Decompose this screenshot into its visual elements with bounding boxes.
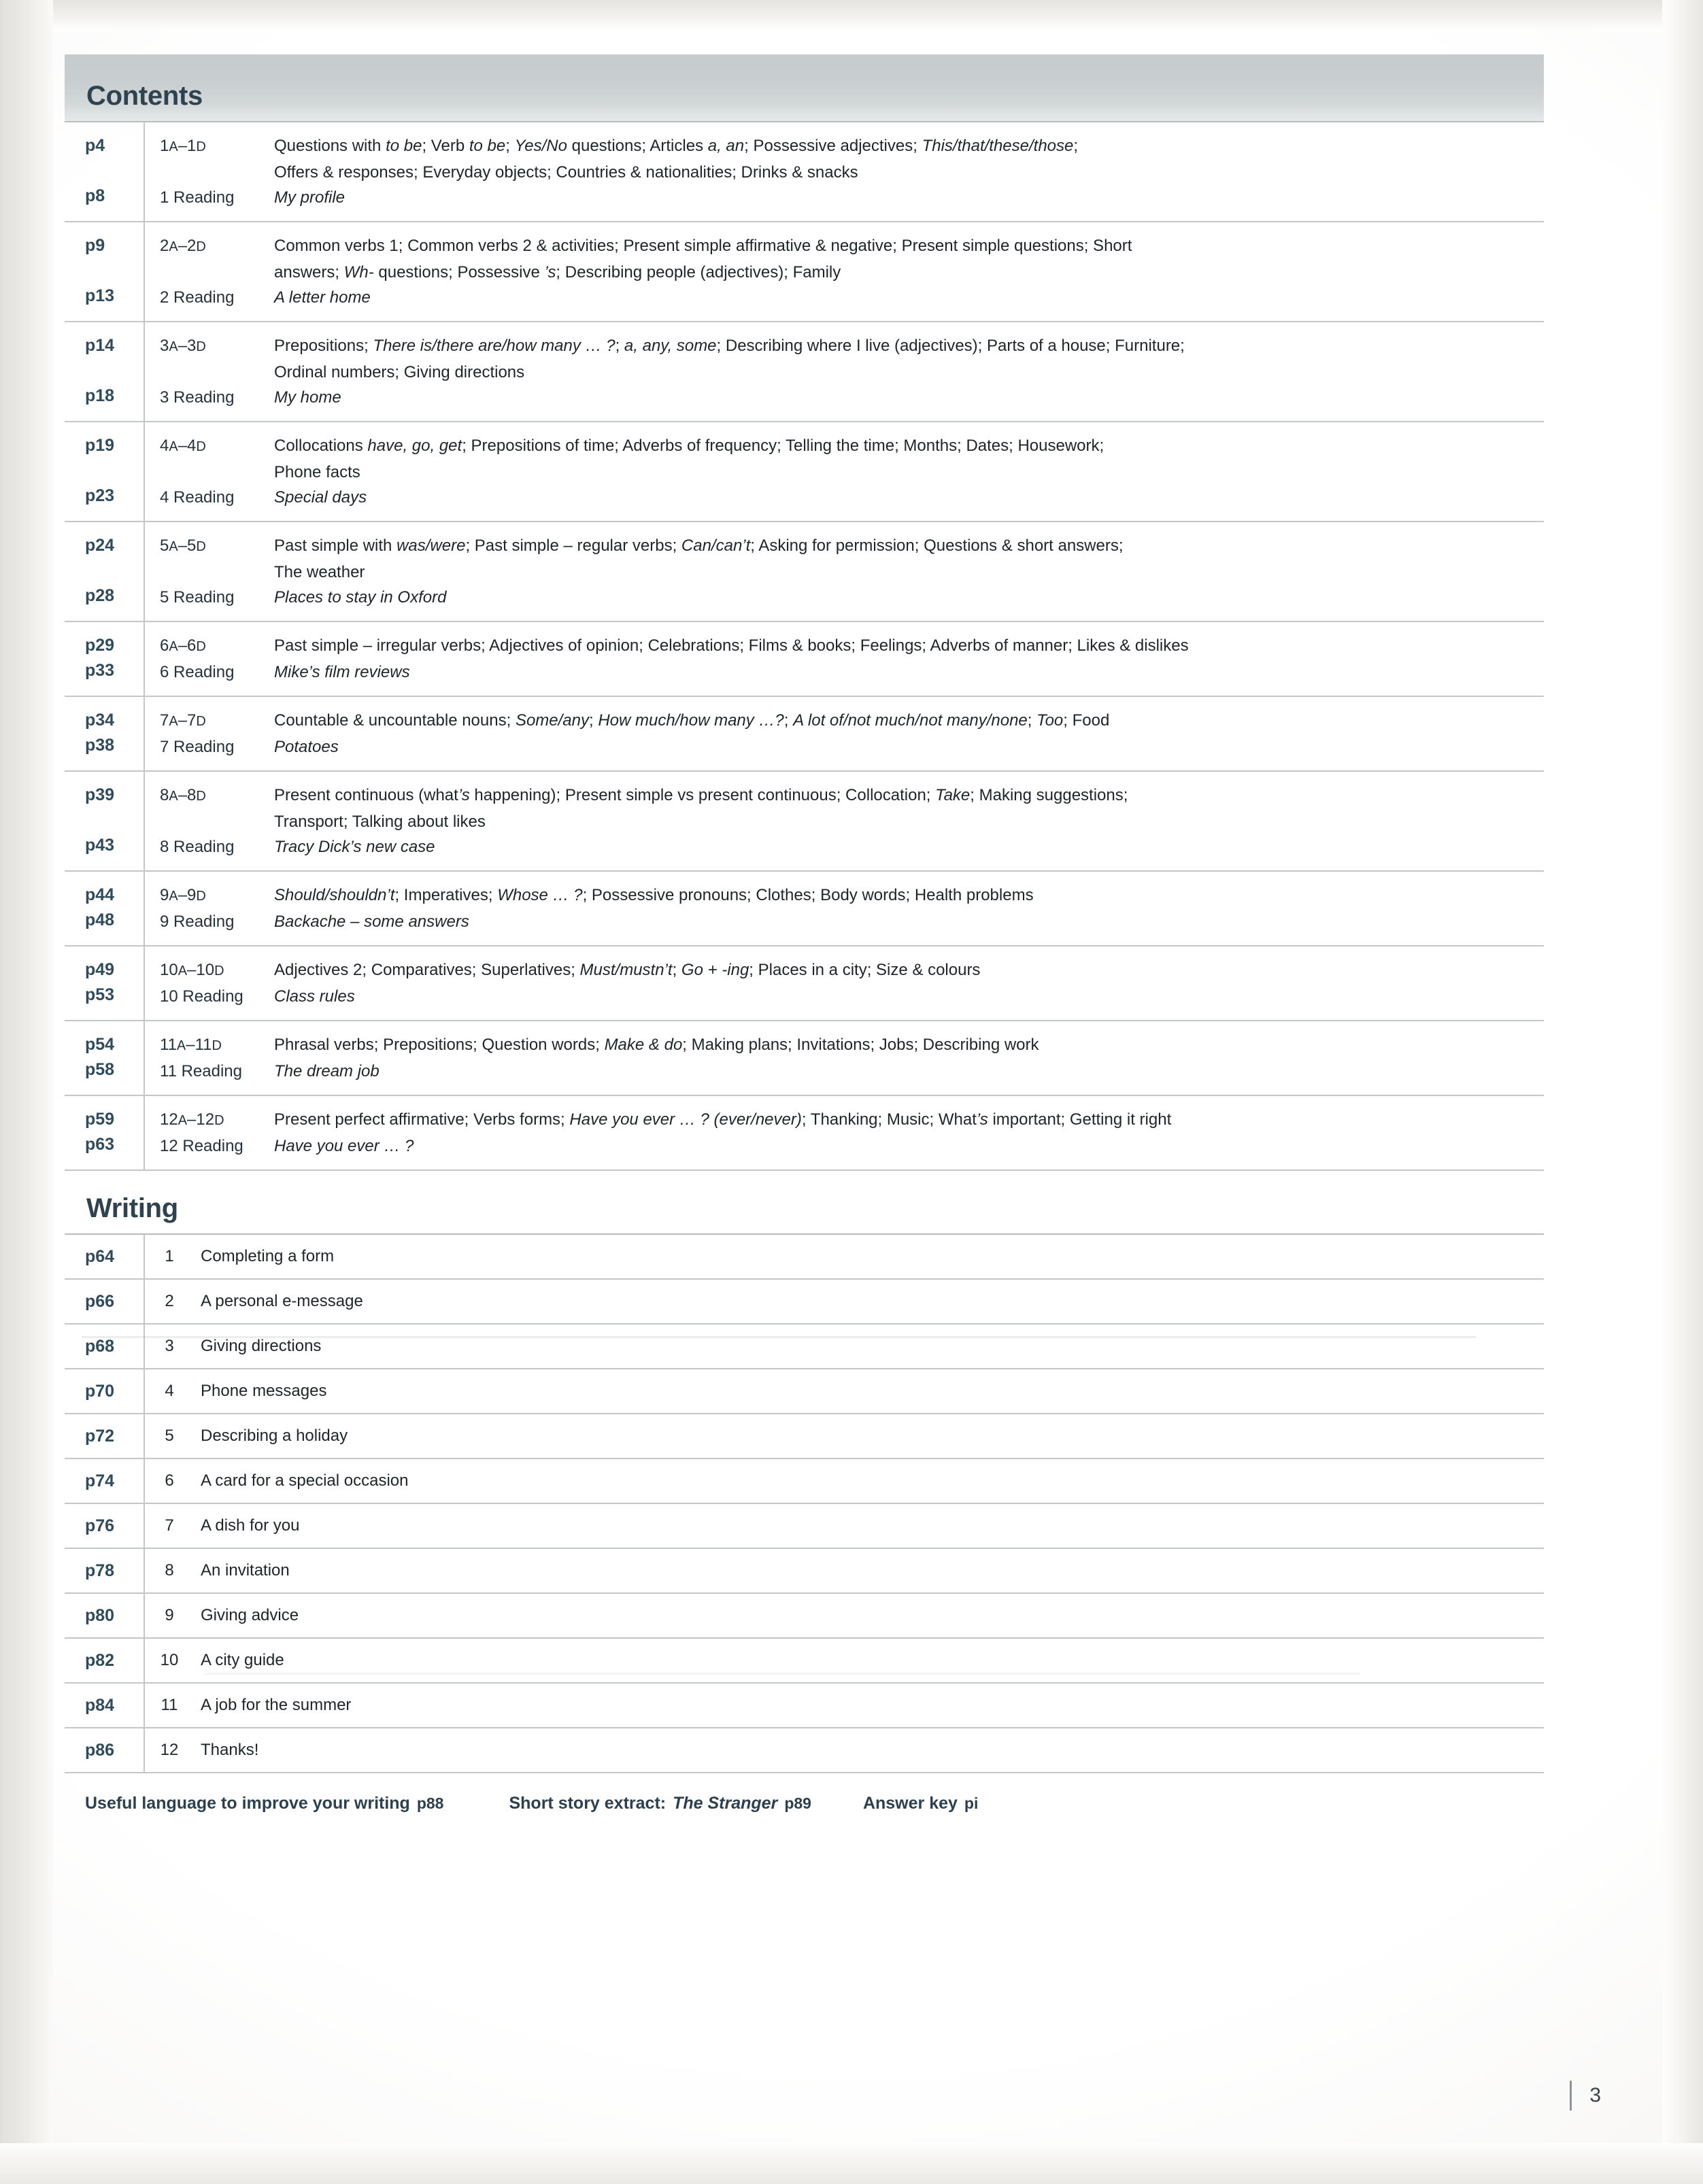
writing-page-number: p74 — [85, 1471, 115, 1490]
unit-reading-title: Places to stay in Oxford — [274, 588, 447, 607]
writing-title: A job for the summer — [201, 1696, 352, 1714]
writing-index: 8 — [165, 1561, 174, 1580]
unit-main-line — [160, 1107, 1533, 1133]
writing-row — [65, 1280, 1544, 1325]
scan-edge-top — [0, 0, 1703, 31]
unit-page-cell — [65, 872, 145, 945]
unit-body-cell — [145, 122, 1544, 221]
unit-body-cell — [145, 946, 1544, 1020]
unit-reading-line — [160, 984, 1533, 1009]
writing-page-number: p66 — [85, 1291, 115, 1311]
unit-reading-label: 5 Reading — [160, 588, 235, 607]
unit-page-main: p4 — [85, 136, 105, 155]
unit-reading-line — [160, 285, 1533, 310]
unit-topics-line-1: Questions with to be; Verb to be; Yes/No questions; Articles a, an; Possessive adjectives; This/that/these/those; — [274, 137, 1079, 155]
unit-lesson-label: 1A–1D — [160, 137, 206, 155]
unit-page-reading: p48 — [85, 910, 115, 929]
useful-language-page: p88 — [416, 1794, 444, 1812]
writing-index: 9 — [165, 1606, 174, 1624]
unit-reading-label: 3 Reading — [160, 388, 235, 407]
short-story-title: The Stranger — [673, 1794, 778, 1813]
page-number: 3 — [1589, 2084, 1601, 2106]
unit-reading-title: My home — [274, 388, 341, 407]
unit-row — [65, 1096, 1544, 1171]
writing-page-cell — [65, 1684, 145, 1727]
writing-page-number: p78 — [85, 1560, 115, 1580]
unit-reading-title: My profile — [274, 188, 345, 207]
writing-row — [65, 1325, 1544, 1369]
unit-page-reading: p18 — [85, 386, 115, 405]
footer-rule — [1570, 2081, 1572, 2111]
unit-lesson-label: 4A–4D — [160, 437, 206, 455]
contents-section-band — [65, 54, 1544, 121]
writing-page-number: p80 — [85, 1605, 115, 1625]
unit-topics-line-2: answers; Wh- questions; Possessive ’s; Describing people (adjectives); Family — [274, 263, 841, 281]
writing-title: A personal e-message — [201, 1292, 363, 1310]
unit-reading-label: 1 Reading — [160, 188, 235, 207]
writing-page-cell — [65, 1549, 145, 1592]
unit-page-cell — [65, 697, 145, 770]
writing-page-number: p84 — [85, 1695, 115, 1715]
unit-page-cell — [65, 322, 145, 421]
useful-language-note — [85, 1794, 443, 1813]
writing-title: Giving advice — [201, 1606, 299, 1624]
answer-key-note — [863, 1794, 978, 1813]
unit-row — [65, 222, 1544, 322]
writing-page-number: p64 — [85, 1246, 115, 1266]
writing-title: Completing a form — [201, 1247, 335, 1265]
unit-reading-line — [160, 660, 1533, 685]
writing-index: 3 — [165, 1337, 174, 1355]
unit-topics-line-2: The weather — [274, 563, 365, 581]
unit-row — [65, 622, 1544, 697]
unit-reading-line — [160, 909, 1533, 934]
contents-body — [65, 54, 1544, 1828]
unit-lesson-label: 5A–5D — [160, 536, 206, 555]
unit-page-reading: p33 — [85, 661, 115, 680]
unit-lesson-label: 6A–6D — [160, 636, 206, 655]
unit-lesson-label: 9A–9D — [160, 886, 206, 904]
unit-reading-label: 7 Reading — [160, 738, 235, 756]
writing-index: 4 — [165, 1382, 174, 1400]
writing-title: A city guide — [201, 1651, 284, 1669]
writing-row — [65, 1235, 1544, 1280]
writing-page-number: p72 — [85, 1426, 115, 1446]
unit-lesson-label: 12A–12D — [160, 1110, 224, 1129]
unit-reading-label: 2 Reading — [160, 288, 235, 307]
writing-page-cell — [65, 1414, 145, 1458]
contents-heading: Contents — [86, 81, 203, 111]
writing-section-band — [65, 1171, 1544, 1233]
writing-index: 2 — [165, 1292, 174, 1310]
unit-page-main: p9 — [85, 236, 105, 255]
unit-page-main: p59 — [85, 1110, 115, 1129]
unit-row — [65, 1021, 1544, 1096]
unit-reading-line — [160, 834, 1533, 859]
unit-main-line — [160, 783, 1533, 809]
unit-main-line — [160, 133, 1533, 160]
unit-row — [65, 322, 1544, 422]
unit-row — [65, 872, 1544, 946]
writing-page-cell — [65, 1639, 145, 1682]
writing-page-cell — [65, 1325, 145, 1368]
unit-page-cell — [65, 1021, 145, 1095]
unit-topics-line-1: Prepositions; There is/there are/how many … ?; a, any, some; Describing where I live (adjectives); Parts of a house; Furniture; — [274, 337, 1185, 355]
unit-page-reading: p23 — [85, 486, 115, 505]
writing-row — [65, 1504, 1544, 1549]
unit-main-line — [160, 233, 1533, 260]
writing-page-number: p76 — [85, 1516, 115, 1535]
unit-topics-line-1: Adjectives 2; Comparatives; Superlatives; Must/mustn’t; Go + -ing; Places in a city; Size & colours — [274, 961, 981, 979]
unit-page-main: p19 — [85, 436, 115, 455]
unit-reading-line — [160, 734, 1533, 760]
unit-page-main: p29 — [85, 636, 115, 655]
writing-row — [65, 1459, 1544, 1504]
writing-title: An invitation — [201, 1561, 290, 1580]
writing-row — [65, 1728, 1544, 1773]
unit-body-cell — [145, 872, 1544, 945]
unit-body-cell — [145, 422, 1544, 521]
writing-heading: Writing — [86, 1193, 178, 1223]
unit-reading-title: Class rules — [274, 987, 355, 1006]
unit-reading-title: Potatoes — [274, 738, 339, 756]
unit-page-reading: p63 — [85, 1135, 115, 1154]
writing-page-cell — [65, 1280, 145, 1323]
unit-topics-line-2: Transport; Talking about likes — [274, 813, 486, 831]
unit-lesson-label: 8A–8D — [160, 786, 206, 804]
unit-topics-line-2: Phone facts — [274, 463, 360, 481]
unit-row — [65, 697, 1544, 772]
writing-page-cell — [65, 1594, 145, 1637]
writing-page-cell — [65, 1504, 145, 1548]
unit-page-reading: p8 — [85, 186, 105, 205]
unit-page-reading: p58 — [85, 1060, 115, 1079]
unit-topics-line-1: Common verbs 1; Common verbs 2 & activities; Present simple affirmative & negative; Present simple questions; Short — [274, 237, 1132, 255]
unit-row — [65, 522, 1544, 622]
unit-reading-label: 11 Reading — [160, 1062, 242, 1080]
unit-lesson-label: 11A–11D — [160, 1036, 222, 1054]
unit-page-main: p14 — [85, 336, 115, 355]
units-table — [65, 121, 1544, 1171]
unit-row — [65, 422, 1544, 522]
writing-page-cell — [65, 1235, 145, 1278]
unit-main-line — [160, 533, 1533, 560]
unit-main-line — [160, 883, 1533, 909]
short-story-label: Short story extract: — [509, 1794, 667, 1813]
writing-row — [65, 1594, 1544, 1639]
writing-page-cell — [65, 1369, 145, 1413]
writing-row — [65, 1639, 1544, 1684]
answer-key-label: Answer key — [862, 1794, 958, 1813]
unit-page-cell — [65, 946, 145, 1020]
unit-reading-title: A letter home — [274, 288, 371, 307]
writing-row — [65, 1369, 1544, 1414]
unit-body-cell — [145, 1096, 1544, 1170]
unit-page-reading: p53 — [85, 985, 115, 1004]
unit-reading-title: Mike’s film reviews — [274, 663, 410, 681]
unit-reading-title: Backache – some answers — [274, 912, 469, 931]
unit-reading-title: Tracy Dick’s new case — [274, 838, 435, 856]
writing-page-number: p82 — [85, 1650, 115, 1670]
unit-lesson-label: 7A–7D — [160, 711, 206, 730]
unit-reading-line — [160, 185, 1533, 210]
unit-page-cell — [65, 222, 145, 321]
writing-table — [65, 1233, 1544, 1773]
short-story-page: p89 — [784, 1794, 811, 1812]
unit-topics-line-1: Collocations have, go, get; Prepositions of time; Adverbs of frequency; Telling the time; Months; Dates; Housework; — [274, 437, 1105, 455]
unit-main-line — [160, 633, 1533, 660]
unit-reading-label: 10 Reading — [160, 987, 243, 1006]
short-story-note — [509, 1794, 811, 1813]
unit-topics-line-1: Past simple – irregular verbs; Adjectives of opinion; Celebrations; Films & books; Feelings; Adverbs of manner; Likes & dislikes — [274, 636, 1189, 655]
writing-page-number: p70 — [85, 1381, 115, 1401]
page-footer — [1570, 2081, 1601, 2111]
unit-lesson-label: 2A–2D — [160, 237, 206, 255]
writing-title: Giving directions — [201, 1337, 322, 1355]
unit-topics-line-1: Phrasal verbs; Prepositions; Question words; Make & do; Making plans; Invitations; Jobs; Describing work — [274, 1036, 1039, 1054]
unit-lesson-label: 10A–10D — [160, 961, 224, 979]
unit-reading-title: The dream job — [274, 1062, 380, 1080]
answer-key-page: pi — [964, 1794, 979, 1812]
unit-reading-label: 8 Reading — [160, 838, 235, 856]
unit-main-line — [160, 957, 1533, 984]
writing-title: A dish for you — [201, 1516, 300, 1535]
writing-title: A card for a special occasion — [201, 1471, 409, 1490]
unit-page-reading: p13 — [85, 286, 115, 305]
useful-language-label: Useful language to improve your writing — [85, 1794, 410, 1813]
unit-body-cell — [145, 522, 1544, 621]
writing-row — [65, 1414, 1544, 1459]
unit-page-cell — [65, 522, 145, 621]
unit-reading-label: 6 Reading — [160, 663, 235, 681]
unit-reading-line — [160, 485, 1533, 510]
unit-main-line — [160, 1032, 1533, 1059]
unit-reading-line — [160, 385, 1533, 410]
writing-title: Thanks! — [201, 1741, 259, 1759]
unit-page-main: p39 — [85, 785, 115, 804]
unit-main-line — [160, 333, 1533, 360]
unit-reading-line — [160, 1133, 1533, 1159]
unit-topics-line-1: Present perfect affirmative; Verbs forms; Have you ever … ? (ever/never); Thanking; Music; What’s important; Getting it right — [274, 1110, 1172, 1129]
unit-reading-label: 12 Reading — [160, 1137, 243, 1155]
scan-edge-left — [0, 0, 53, 2184]
unit-page-cell — [65, 422, 145, 521]
writing-title: Describing a holiday — [201, 1427, 348, 1445]
unit-topics-line-1: Past simple with was/were; Past simple – regular verbs; Can/can’t; Asking for permission; Questions & short answers; — [274, 536, 1124, 555]
unit-page-cell — [65, 772, 145, 870]
unit-reading-label: 9 Reading — [160, 912, 235, 931]
unit-row — [65, 946, 1544, 1021]
writing-index: 7 — [165, 1516, 174, 1535]
scan-edge-bottom — [0, 2143, 1703, 2184]
writing-page-number: p68 — [85, 1336, 115, 1356]
footer-note-row — [65, 1773, 1544, 1828]
unit-lesson-label: 3A–3D — [160, 337, 206, 355]
writing-row — [65, 1684, 1544, 1728]
writing-index: 5 — [165, 1427, 174, 1445]
unit-page-reading: p28 — [85, 586, 115, 605]
scan-edge-right — [1662, 0, 1703, 2184]
unit-page-main: p24 — [85, 536, 115, 555]
unit-body-cell — [145, 322, 1544, 421]
unit-page-cell — [65, 622, 145, 696]
unit-reading-line — [160, 585, 1533, 610]
writing-page-number: p86 — [85, 1740, 115, 1760]
unit-body-cell — [145, 622, 1544, 696]
unit-topics-line-1: Countable & uncountable nouns; Some/any; How much/how many …?; A lot of/not much/not many/none; Too; Food — [274, 711, 1110, 730]
writing-page-cell — [65, 1728, 145, 1772]
unit-body-cell — [145, 222, 1544, 321]
writing-title: Phone messages — [201, 1382, 327, 1400]
unit-body-cell — [145, 697, 1544, 770]
unit-page-cell — [65, 1096, 145, 1170]
writing-index: 12 — [160, 1741, 179, 1759]
unit-page-reading: p38 — [85, 736, 115, 755]
unit-reading-title: Have you ever … ? — [274, 1137, 414, 1155]
unit-reading-title: Special days — [274, 488, 367, 507]
unit-row — [65, 122, 1544, 222]
writing-row — [65, 1549, 1544, 1594]
unit-topics-line-2: Offers & responses; Everyday objects; Countries & nationalities; Drinks & snacks — [274, 163, 858, 182]
unit-main-line — [160, 433, 1533, 460]
unit-topics-line-1: Present continuous (what’s happening); Present simple vs present continuous; Collocation; Take; Making suggestions; — [274, 786, 1128, 804]
unit-page-main: p49 — [85, 960, 115, 979]
writing-index: 1 — [165, 1247, 174, 1265]
unit-row — [65, 772, 1544, 872]
unit-page-main: p44 — [85, 885, 115, 904]
unit-body-cell — [145, 772, 1544, 870]
writing-page-cell — [65, 1459, 145, 1503]
writing-index: 11 — [161, 1696, 178, 1714]
unit-page-cell — [65, 122, 145, 221]
unit-page-reading: p43 — [85, 836, 115, 855]
unit-body-cell — [145, 1021, 1544, 1095]
unit-main-line — [160, 708, 1533, 734]
unit-reading-line — [160, 1059, 1533, 1084]
unit-page-main: p34 — [85, 711, 115, 730]
unit-reading-label: 4 Reading — [160, 488, 235, 507]
unit-topics-line-1: Should/shouldn’t; Imperatives; Whose … ?; Possessive pronouns; Clothes; Body words; Health problems — [274, 886, 1034, 904]
unit-topics-line-2: Ordinal numbers; Giving directions — [274, 363, 525, 381]
writing-index: 10 — [160, 1651, 179, 1669]
writing-index: 6 — [165, 1471, 174, 1490]
unit-page-main: p54 — [85, 1035, 115, 1054]
